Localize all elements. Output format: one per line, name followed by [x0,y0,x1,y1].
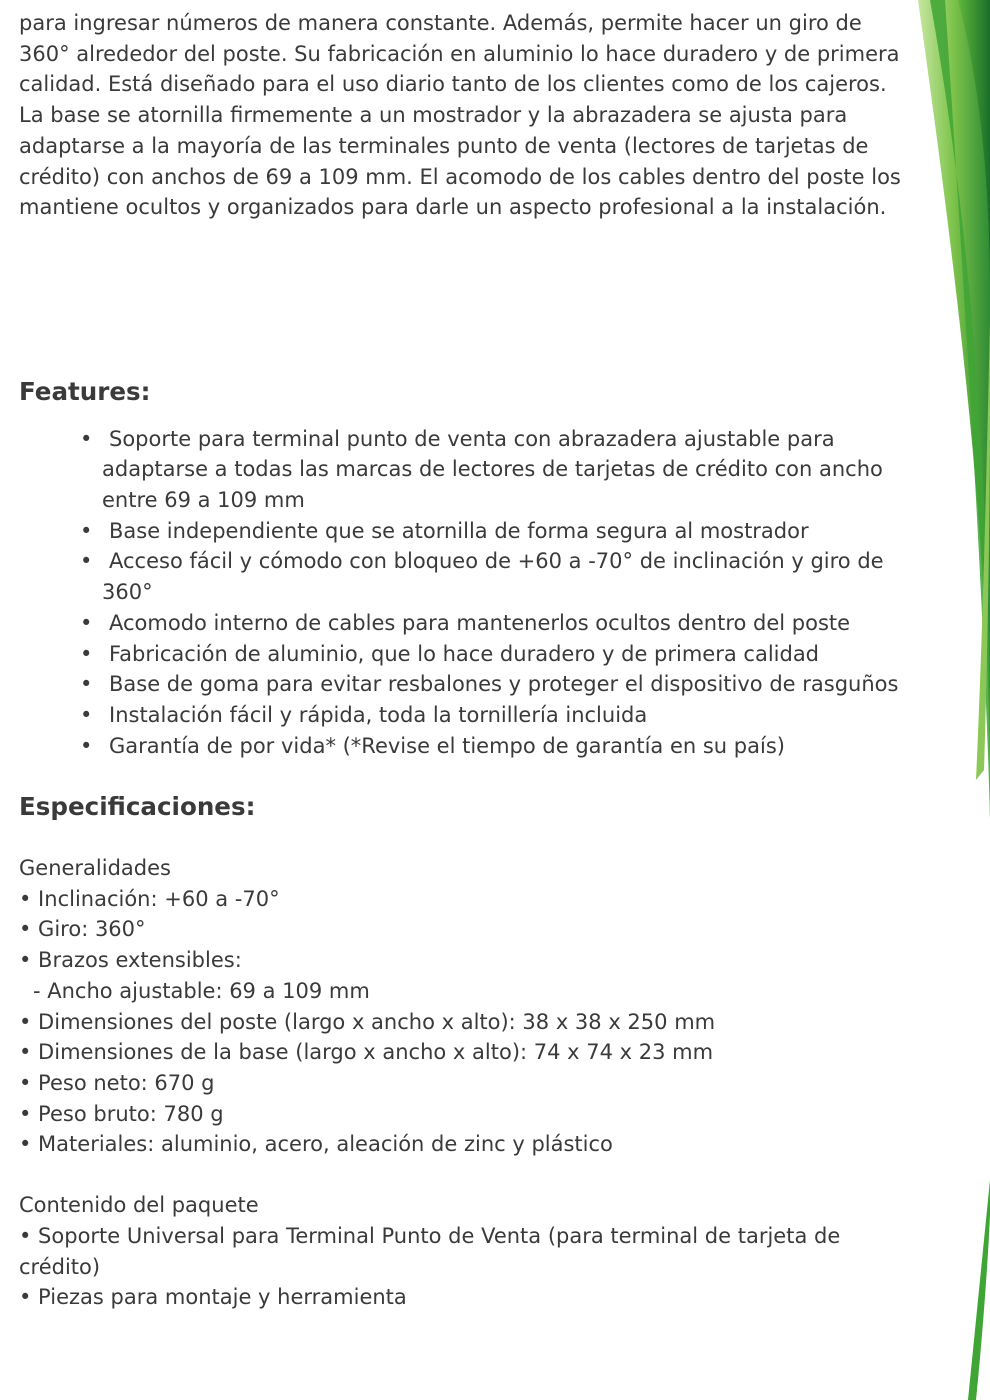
features-heading: Features: [19,376,151,406]
intro-paragraph: para ingresar números de manera constante. Además, permite hacer un giro de 360° alrededor del poste. Su fabricación en aluminio lo hace duradero y de primera calidad. Está diseñado para el uso diario tanto de los clientes como de los cajeros. La base se atornilla firmemente a un mostrador y la abrazadera se ajusta para adaptarse a la mayoría de las terminales punto de venta (lectores de tarjetas de crédito) con anchos de 69 a 109 mm. El acomodo de los cables dentro del poste los mantiene ocultos y organizados para darle un aspecto profesional a la instalación. [19,11,901,220]
bullet: • [80,549,93,574]
swoosh-light [918,0,990,800]
spec-item: • Inclinación: +60 a -70° [19,886,280,911]
bullet: • [80,702,93,727]
feature-item: • Base independiente que se atornilla de forma segura al mostrador [80,516,909,547]
spec-item: • Peso bruto: 780 g [19,1101,224,1126]
feature-item: • Garantía de por vida* (*Revise el tiempo de garantía en su país) [80,731,909,762]
bullet: • [80,610,93,635]
feature-item: • Base de goma para evitar resbalones y proteger el dispositivo de rasguños [80,669,909,700]
feature-item: • Acomodo interno de cables para mantenerlos ocultos dentro del poste [80,608,909,639]
specs-heading: Especificaciones: [19,792,256,822]
spec-item: • Brazos extensibles: [19,948,242,973]
feature-item: • Acceso fácil y cómodo con bloqueo de +60 a -70° de inclinación y giro de 360° [80,546,909,607]
bullet: • [80,518,93,543]
package-item: • Piezas para montaje y herramienta [19,1285,407,1310]
bullet: • [80,426,93,451]
spec-item: • Materiales: aluminio, acero, aleación de zinc y plástico [19,1132,613,1157]
package-title: Contenido del paquete [19,1193,259,1218]
spec-item: • Peso neto: 670 g [19,1070,215,1095]
spec-item: • Dimensiones del poste (largo x ancho x alto): 38 x 38 x 250 mm [19,1009,716,1034]
bullet: • [80,641,93,666]
feature-item: • Fabricación de aluminio, que lo hace duradero y de primera calidad [80,639,909,670]
spec-subitem: - Ancho ajustable: 69 a 109 mm [33,978,370,1003]
bullet: • [80,733,93,758]
package-contents-list [19,1221,909,1313]
feature-item: • Instalación fácil y rápida, toda la tornillería incluida [80,700,909,731]
feature-item: • Soporte para terminal punto de venta con abrazadera ajustable para adaptarse a todas las marcas de lectores de tarjetas de crédito con ancho entre 69 a 109 mm [80,424,909,516]
bullet: • [80,672,93,697]
features-list [19,424,909,762]
spec-item: • Giro: 360° [19,917,146,942]
document-body [19,8,909,1313]
spec-item: • Dimensiones de la base (largo x ancho x alto): 74 x 74 x 23 mm [19,1040,714,1065]
general-title: Generalidades [19,856,171,881]
package-item: • Soporte Universal para Terminal Punto de Venta (para terminal de tarjeta de crédito) [19,1223,841,1279]
swoosh-line-lower [968,1180,990,1400]
general-specs-list [19,884,909,1160]
